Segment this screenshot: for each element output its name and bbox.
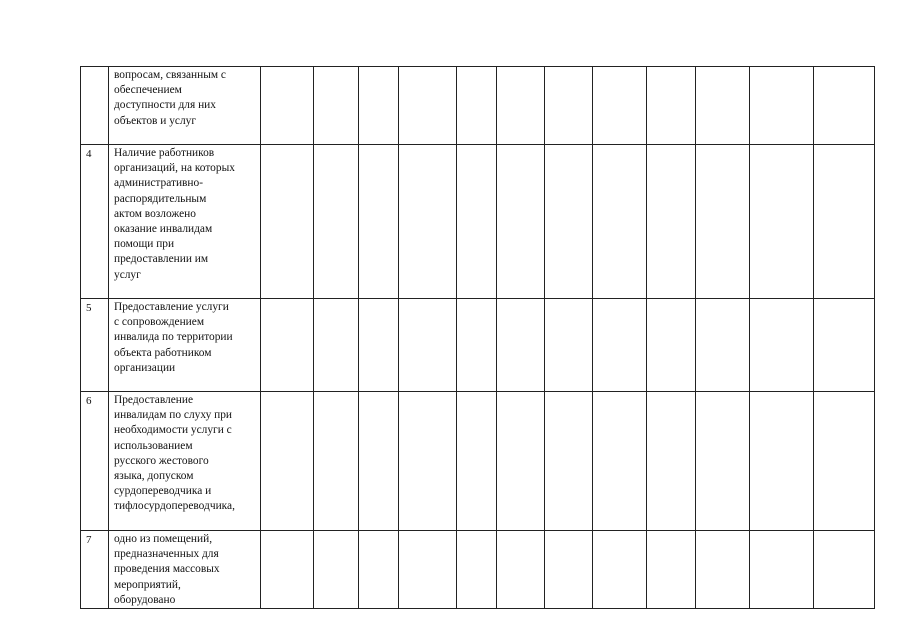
description-line: инвалида по территории bbox=[114, 331, 233, 344]
table-column-line bbox=[695, 66, 696, 609]
table-row-line bbox=[80, 144, 875, 145]
row-description bbox=[114, 393, 262, 515]
description-line: обеспечением bbox=[114, 84, 182, 97]
description-line: одно из помещений, bbox=[114, 533, 213, 545]
description-line: Предоставление услуги bbox=[114, 301, 229, 313]
table-column-line bbox=[813, 66, 814, 609]
table-column-line bbox=[358, 66, 359, 609]
description-line: объекта работником bbox=[114, 346, 212, 359]
table-column-line bbox=[544, 66, 545, 609]
description-line: доступности для них bbox=[114, 99, 216, 112]
description-line: актом возложено bbox=[114, 207, 196, 220]
description-line: Наличие работников bbox=[114, 147, 215, 159]
description-line: языка, допуском bbox=[114, 470, 194, 483]
description-line: услуг bbox=[114, 268, 141, 281]
table-column-line bbox=[313, 66, 314, 609]
row-description bbox=[114, 146, 262, 283]
table-row-line bbox=[80, 298, 875, 299]
row-description bbox=[114, 300, 262, 376]
description-line: предоставлении им bbox=[114, 253, 209, 266]
table-column-line bbox=[496, 66, 497, 609]
table-column-line bbox=[108, 66, 109, 609]
row-number: 6 bbox=[86, 395, 92, 407]
description-line: помощи при bbox=[114, 238, 175, 251]
description-line: предназначенных для bbox=[114, 548, 219, 561]
description-line: Предоставление bbox=[114, 394, 194, 406]
table-row-line bbox=[80, 608, 875, 609]
row-description bbox=[114, 532, 262, 608]
table-column-line bbox=[646, 66, 647, 609]
table-column-line bbox=[874, 66, 875, 609]
row-number: 7 bbox=[86, 534, 92, 546]
description-line: тифлосурдопереводчика, bbox=[114, 500, 235, 513]
description-line: распорядительным bbox=[114, 192, 207, 205]
description-line: сурдопереводчика и bbox=[114, 485, 212, 498]
description-line: организации bbox=[114, 361, 176, 374]
description-line: объектов и услуг bbox=[114, 114, 197, 127]
description-line: использованием bbox=[114, 439, 193, 452]
description-line: инвалидам по слуху при bbox=[114, 409, 233, 422]
table-row-line bbox=[80, 530, 875, 531]
description-line: организаций, на которых bbox=[114, 162, 235, 175]
description-line: с сопровождением bbox=[114, 316, 205, 329]
row-description bbox=[114, 68, 262, 129]
table-column-line bbox=[592, 66, 593, 609]
row-number: 4 bbox=[86, 148, 92, 160]
table-column-line bbox=[456, 66, 457, 609]
description-line: проведения массовых bbox=[114, 563, 220, 576]
description-line: оборудовано bbox=[114, 593, 176, 606]
description-line: вопросам, связанным с bbox=[114, 69, 226, 81]
table-column-line bbox=[398, 66, 399, 609]
description-line: оказание инвалидам bbox=[114, 223, 213, 236]
description-line: русского жестового bbox=[114, 454, 209, 467]
row-number: 5 bbox=[86, 302, 92, 314]
accessibility-table bbox=[80, 66, 875, 609]
table-row-line bbox=[80, 66, 875, 67]
description-line: мероприятий, bbox=[114, 578, 181, 591]
description-line: необходимости услуги с bbox=[114, 424, 232, 437]
table-row-line bbox=[80, 391, 875, 392]
table-column-line bbox=[749, 66, 750, 609]
description-line: административно- bbox=[114, 177, 204, 190]
